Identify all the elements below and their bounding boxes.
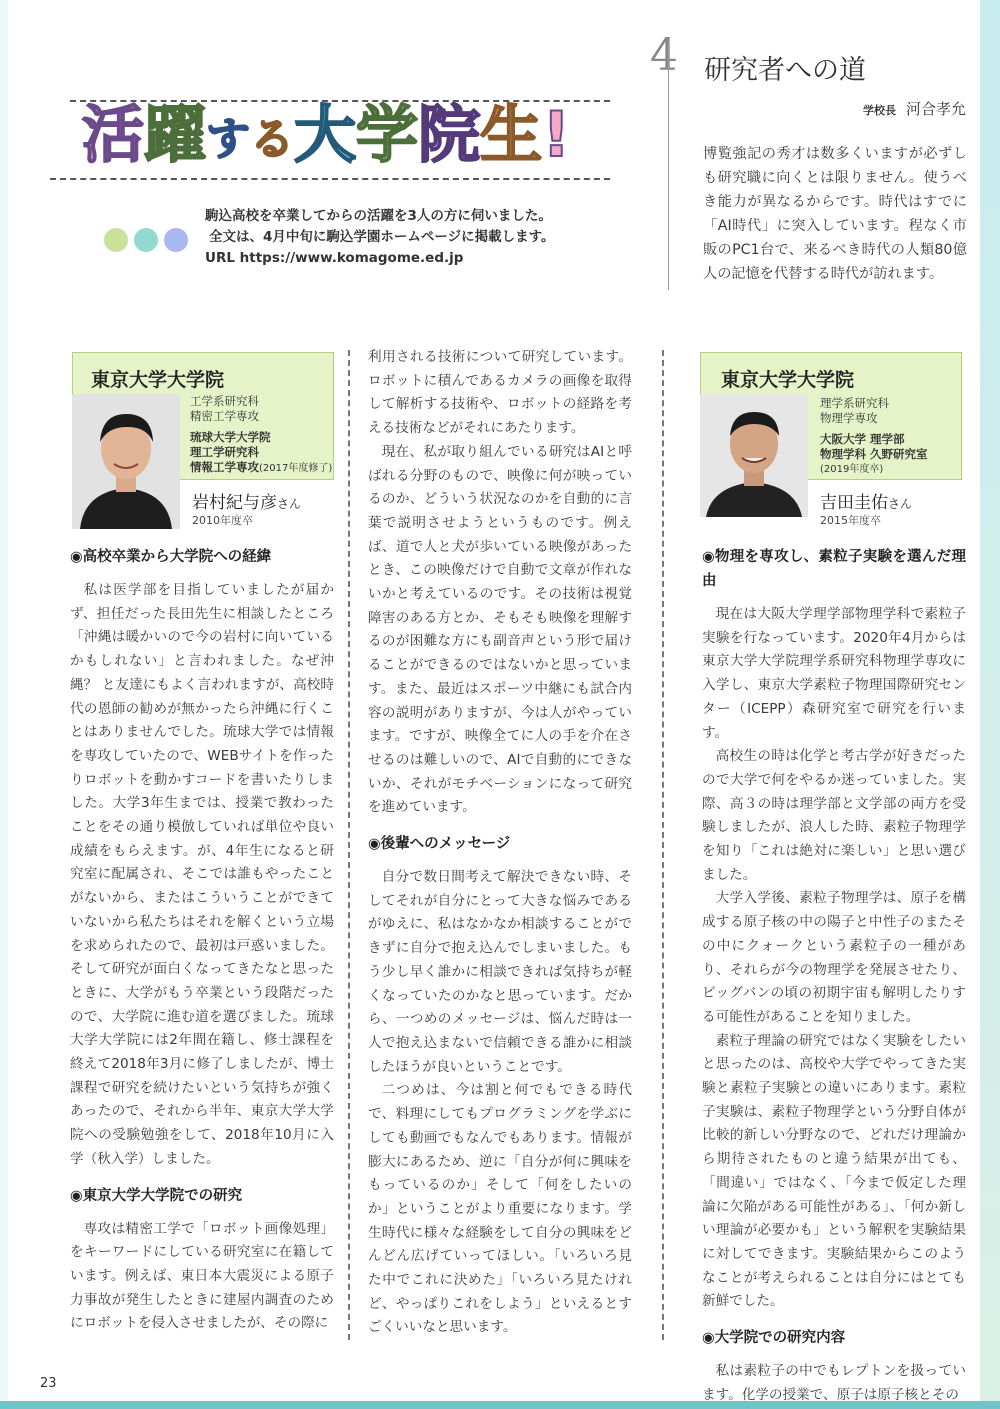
paragraph: 現在は大阪大学理学部物理学科で素粒子実験を行なっています。2020年4月からは東京大学大学院理学系研究科物理学専攻に入学し、東京大学素粒子物理国際研究センター（ICEPP）森研究室で研究を行います。	[702, 606, 966, 741]
profile-name-right	[820, 488, 912, 513]
page-edge-right	[980, 0, 1000, 1409]
title-char: 躍	[144, 98, 207, 171]
section-heading: ◉東京大学大学院での研究	[70, 1187, 243, 1204]
intro-line: 全文は、4月中旬に駒込学園ホームページに掲載します。	[209, 229, 555, 245]
dept-line: 工学系研究科	[190, 394, 259, 408]
profile-year-right: 2015年度卒	[820, 514, 881, 527]
paragraph: 私は素粒子の中でもレプトンを扱っています。化学の授業で、原子は原子核とその	[702, 1363, 966, 1403]
profile-university: 東京大学大学院	[91, 369, 225, 391]
person-name: 吉田圭佑	[820, 493, 888, 513]
dot-green	[104, 228, 128, 252]
title-char: る	[250, 114, 295, 165]
title-char: !	[542, 98, 571, 171]
intro-text	[205, 206, 625, 269]
paragraph: 専攻は精密工学で「ロボット画像処理」をキーワードにしている研究室に在籍しています。例えば、東日本大震災による原子力事故が発生したときに建屋内調査のためにロボットを侵入させましたが、その際に	[70, 1220, 334, 1332]
paragraph: 私は医学部を目指していましたが届かず、担任だった長田先生に相談したところ「沖縄は暖かいので今の岩村に向いているかもしれない」と言われました。なぜ沖縄？ と友達にもよく言われますが、高校時代の恩師の勧めが無かったら沖縄に行くことはありませんでした。琉球大学では情報を専攻していたので、WEBサイトを作ったりロボットを動かすコードを書いたりしました。大学3年生までは、授業で教わったことをその通り模倣していれば単位や良い成績をもらえます。が、4年生になると研究室に配属され、そこでは誰もやったことがないから、またはこういうことができていないから私たちはそれを解くという立場を求められたので、最初は戸惑いました。そして研究が面白くなってきたなと思ったときに、大学がもう卒業という段階だったので、大学院に進む道を選びました。琉球大学大学院には2年間在籍し、修士課程を終えて2018年3月に修了しましたが、博士課程で研究を続けたいという気持ちが強くあったので、それから半年、東京大学大学院への受験勉強をして、2018年10月に入学（秋入学）しました。	[70, 582, 334, 1167]
profile-year-left: 2010年度卒	[192, 514, 253, 527]
paragraph: 自分で数日間考えて解決できない時、そしてそれが自分にとって大きな悩みであるがゆえに、私はなかなか相談することができずに自分で抱え込んでしまいました。もう少し早く誰かに相談できれば気持ちが軽くなっていたのかなと思っています。だから、一つめのメッセージは、悩んだ時は一人で抱え込まないで信頼できる誰かに相談したほうが良いということです。	[368, 869, 632, 1075]
profile-name-left	[192, 488, 301, 513]
title-char: 生	[480, 98, 543, 171]
essay-divider-line	[668, 40, 669, 290]
title-char: 活	[82, 98, 145, 171]
portrait-photo-right	[700, 394, 808, 517]
essay-body: 博覧強記の秀才は数多くいますが必ずしも研究職に向くとは限りません。使うべき能力が異なるからです。時代はすでに「AI時代」に突入しています。程なく市販のPC1台で、来るべき時代の人類80億人の記憶を代替する時代が訪れます。	[703, 146, 967, 282]
column-divider	[662, 350, 664, 1340]
article-column-3	[702, 545, 966, 1408]
column-number: 4	[650, 30, 678, 81]
section-heading: ◉後輩へのメッセージ	[368, 836, 511, 853]
portrait-photo-left	[72, 394, 180, 529]
article-column-2	[368, 346, 632, 1340]
dot-lavender	[164, 228, 188, 252]
prev-note: (2019年度卒)	[820, 464, 884, 475]
paragraph: 素粒子理論の研究ではなく実験をしたいと思ったのは、高校や大学でやってきた実験と素粒子実験との違いにあります。素粒子実験は、素粒子物理学という分野自体が比較的新しい分野なので、どれだけ理論から期待されたものと違う結果が出ても、「間違い」ではなく、「今まで仮定した理論に欠陥がある可能性がある」、「何か新しい理論が必要かも」という解釈を実験結果に対してできます。実験結果からこのようなことが考えられることは自分にはとても新鮮でした。	[702, 1032, 966, 1310]
author-name: 河合孝允	[905, 100, 966, 118]
prev-line: 情報工学専攻	[190, 460, 259, 474]
title-char: 院	[418, 98, 481, 171]
paragraph: 二つめは、今は割と何でもできる時代で、料理にしてもプログラミングを学ぶにしても動画でもなんでもあります。情報が膨大にあるため、逆に「自分が何に興味をもっているのか」そして「何をしたいのか」ということがより重要になります。学生時代に様々な経験をして自分の興味をどんどん広げていってほしい。「いろいろ見た中でこれに決めた」「いろいろ見たけれど、やっぱりこれをしよう」といえるとすごくいいなと思います。	[368, 1082, 632, 1336]
section-heading: ◉大学院での研究内容	[702, 1330, 846, 1347]
dept-line: 理学系研究科	[820, 396, 889, 410]
page-title	[82, 96, 602, 171]
paragraph: 利用される技術について研究しています。ロボットに積んであるカメラの画像を取得して解析する技術や、ロボットの経路を考える技術などがそれにあたります。	[368, 349, 632, 437]
essay-title: 研究者への道	[704, 55, 866, 86]
prev-line: 理工学研究科	[190, 445, 259, 459]
profile-dept-right	[820, 396, 928, 477]
prev-line: 大阪大学 理学部	[820, 432, 905, 446]
profile-university: 東京大学大学院	[721, 369, 855, 391]
title-char: 学	[356, 98, 419, 171]
page-number: 23	[40, 1376, 57, 1391]
paragraph: 大学入学後、素粒子物理学は、原子を構成する原子核の中の陽子と中性子のまたその中にクォークという素粒子の一種があり、それらが今の物理学を発展させたり、ビッグバンの頃の初期宇宙も解明したりする可能性があることを知りました。	[702, 890, 966, 1025]
column-divider	[348, 350, 350, 1340]
intro-line: 駒込高校を卒業してからの活躍を3人の方に伺いました。	[205, 208, 552, 224]
dept-line: 物理学専攻	[820, 411, 878, 425]
decorative-dots	[104, 228, 188, 252]
essay-author	[863, 98, 966, 119]
author-role: 学校長	[862, 104, 896, 117]
honorific: さん	[277, 497, 302, 511]
page-edge-left	[0, 0, 8, 1409]
person-name: 岩村紀与彦	[192, 493, 277, 513]
title-char: す	[206, 114, 251, 165]
intro-url[interactable]: URL https://www.komagome.ed.jp	[205, 250, 464, 266]
title-dashed-line-bottom	[50, 178, 610, 180]
prev-note: (2017年度修了)	[259, 463, 333, 474]
paragraph: 高校生の時は化学と考古学が好きだったので大学で何をやるか迷っていました。実際、高３の時は理学部と文学部の両方を受験しましたが、浪人した時、素粒子物理学を知り「これは絶対に楽しい」と思い選びました。	[702, 748, 966, 883]
profile-dept-left	[190, 394, 332, 476]
prev-line: 琉球大学大学院	[190, 430, 271, 444]
section-heading: ◉高校卒業から大学院への経緯	[70, 549, 272, 565]
paragraph: 現在、私が取り組んでいる研究はAIと呼ばれる分野のもので、映像に何が映っているのか、どういう状況なのかを自動的に言葉で説明させようというものです。例えば、道で人と犬が歩いている映像があったとき、この映像だけで自動で文章が作れないかと考えているのです。その技術は視覚障害のある方とか、そもそも映像を理解するのが困難な方にも副音声という形で届けることができるのではないかと思っています。また、最近はスポーツ中継にも試合内容の説明がありますが、今は人がやっています。ですが、映像全てに人の手を介在させるのは難しいので、AIで自動的にできないか、それがモチベーションになって研究を進めています。	[368, 443, 632, 816]
section-heading: ◉物理を専攻し、素粒子実験を選んだ理由	[702, 549, 966, 589]
prev-line: 物理学科 久野研究室	[820, 447, 928, 461]
title-char: 大	[294, 98, 357, 171]
article-column-1	[70, 545, 334, 1336]
dot-teal	[134, 228, 158, 252]
honorific: さん	[888, 497, 913, 511]
dept-line: 精密工学専攻	[190, 409, 259, 423]
